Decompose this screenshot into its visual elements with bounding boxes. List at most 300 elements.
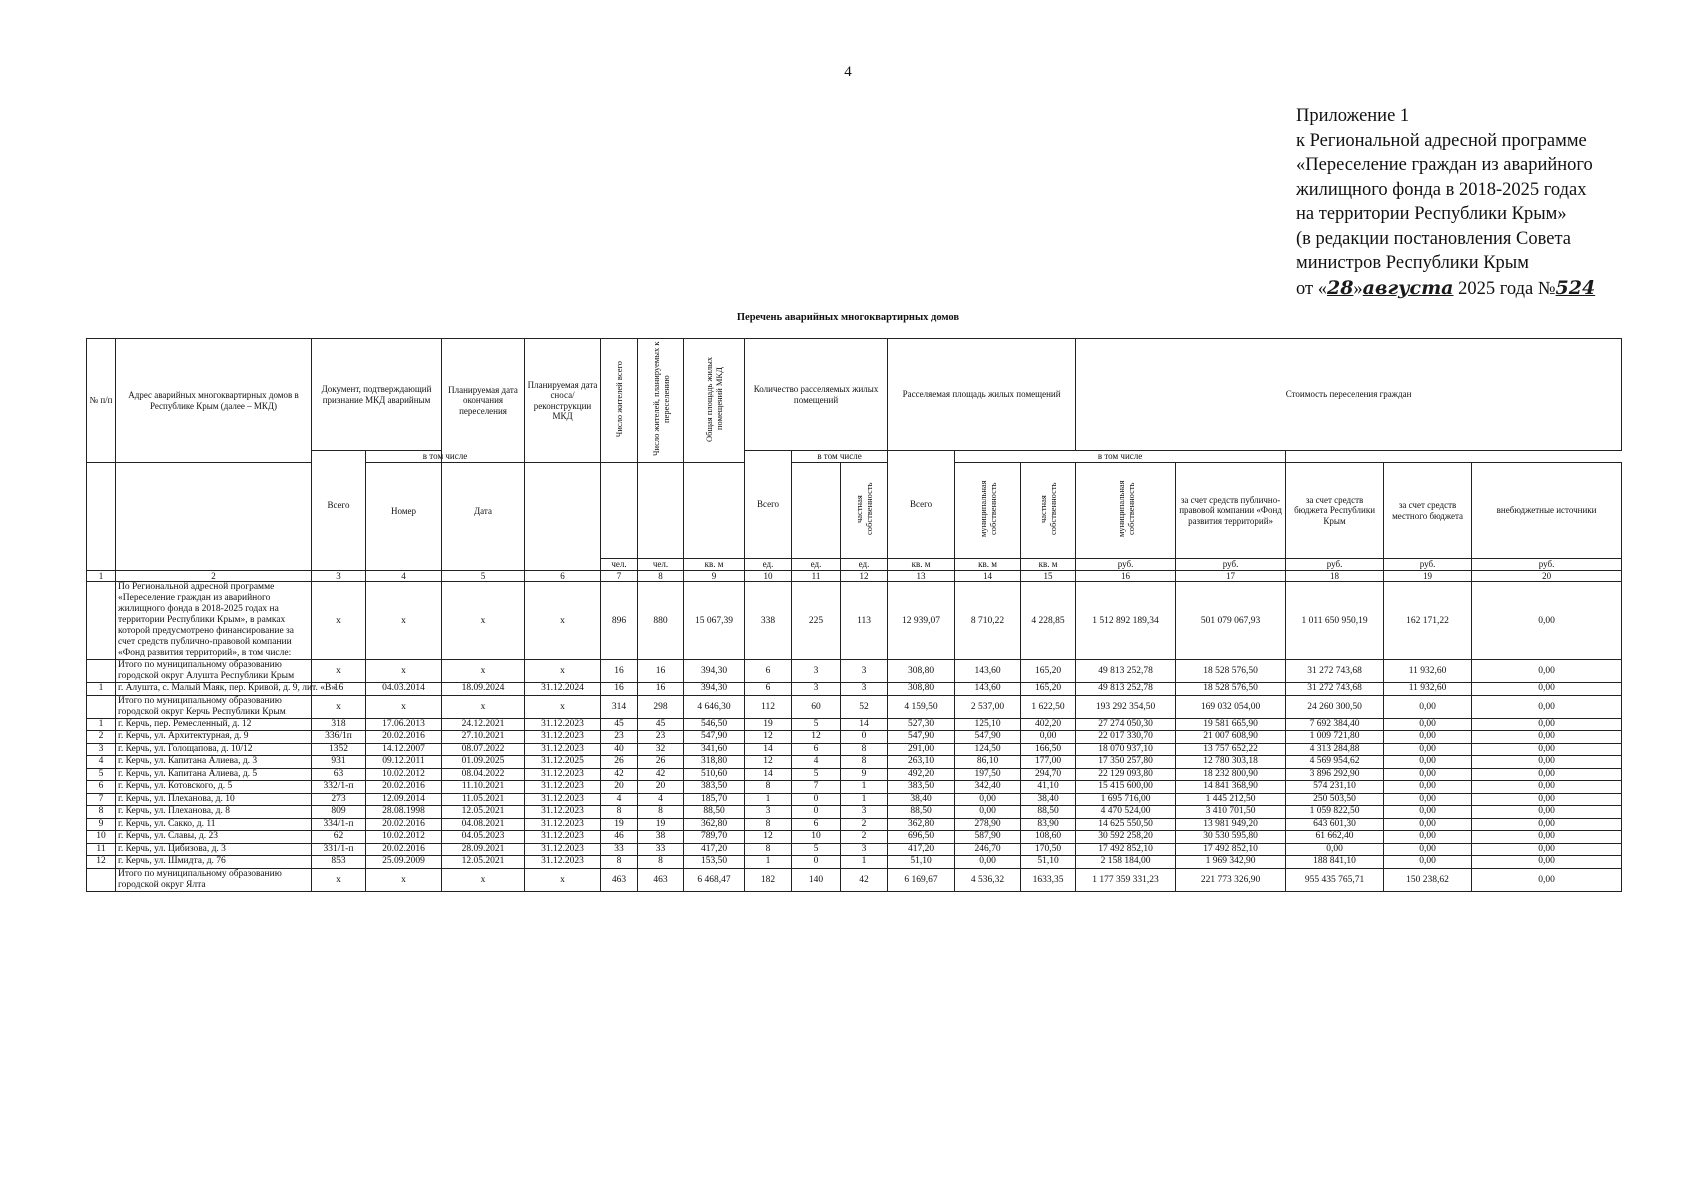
- table-row: [87, 768, 1622, 781]
- row-cell: 1 695 716,00: [1076, 793, 1176, 806]
- row-cell: 0,00: [1384, 695, 1472, 718]
- row-cell: 12 780 303,18: [1176, 756, 1286, 769]
- row-cell: 31.12.2023: [525, 831, 601, 844]
- row-cell: 27 274 050,30: [1076, 718, 1176, 731]
- table-row-total: [87, 660, 1622, 683]
- row-cell: 169 032 054,00: [1176, 695, 1286, 718]
- table-row: [87, 683, 1622, 696]
- table-row: [87, 793, 1622, 806]
- row-cell: 166,50: [1021, 743, 1076, 756]
- row-cell: 3: [841, 683, 888, 696]
- row-cell: 1352: [312, 743, 366, 756]
- row-cell: x: [525, 660, 601, 683]
- row-cell: 52: [841, 695, 888, 718]
- table-row: [87, 743, 1622, 756]
- row-cell: 1 512 892 189,34: [1076, 582, 1176, 660]
- row-cell: 20.02.2016: [366, 781, 442, 794]
- row-cell: 0,00: [1472, 843, 1622, 856]
- row-cell: 0,00: [1472, 768, 1622, 781]
- row-cell: 14: [745, 768, 792, 781]
- table-row: [87, 806, 1622, 819]
- row-cell: x: [312, 582, 366, 660]
- row-cell: 51,10: [1021, 856, 1076, 869]
- row-address: г. Алушта, с. Малый Маяк, пер. Кривой, д. 9, лит. «В»: [116, 683, 312, 696]
- unit-cell: ед.: [841, 559, 888, 571]
- row-cell: 492,20: [888, 768, 955, 781]
- row-cell: 0,00: [1472, 731, 1622, 744]
- table-row: [87, 756, 1622, 769]
- row-cell: 153,50: [684, 856, 745, 869]
- header-area-total: Всего: [745, 451, 792, 559]
- row-cell: 88,50: [888, 806, 955, 819]
- row-cell: 10: [792, 831, 841, 844]
- row-cell: 263,10: [888, 756, 955, 769]
- row-cell: 5: [792, 718, 841, 731]
- row-cell: 13 981 949,20: [1176, 818, 1286, 831]
- row-cell: 0: [792, 793, 841, 806]
- row-cell: 60: [792, 695, 841, 718]
- row-cell: 1 009 721,80: [1286, 731, 1384, 744]
- row-cell: 62: [312, 831, 366, 844]
- row-cell: 11.10.2021: [442, 781, 525, 794]
- row-address: Итого по муниципальному образованию городской округ Ялта: [116, 868, 312, 891]
- row-cell: 547,90: [888, 731, 955, 744]
- row-cell: 4: [601, 793, 638, 806]
- row-cell: 0,00: [1472, 818, 1622, 831]
- row-cell: 341,60: [684, 743, 745, 756]
- row-cell: 20: [638, 781, 684, 794]
- document-title: Перечень аварийных многоквартирных домов: [736, 312, 960, 323]
- row-address: г. Керчь, ул. Капитана Алиева, д. 5: [116, 768, 312, 781]
- row-cell: 501 079 067,93: [1176, 582, 1286, 660]
- row-cell: 8 710,22: [955, 582, 1021, 660]
- row-cell: 31.12.2023: [525, 781, 601, 794]
- row-cell: 546,50: [684, 718, 745, 731]
- row-cell: 294,70: [1021, 768, 1076, 781]
- unit-cell: кв. м: [684, 559, 745, 571]
- table-body: [87, 559, 1622, 892]
- row-cell: 2: [841, 818, 888, 831]
- table-row: [87, 818, 1622, 831]
- row-cell: 31.12.2023: [525, 818, 601, 831]
- row-cell: 165,20: [1021, 660, 1076, 683]
- row-cell: 8: [841, 743, 888, 756]
- row-cell: 30 592 258,20: [1076, 831, 1176, 844]
- row-cell: 3: [841, 843, 888, 856]
- header-num: № п/п: [87, 339, 116, 463]
- appendix-line: министров Республики Крым: [1296, 253, 1529, 273]
- row-cell: 8: [638, 856, 684, 869]
- row-cell: 0,00: [1472, 660, 1622, 683]
- row-cell: 21 007 608,90: [1176, 731, 1286, 744]
- row-cell: 510,60: [684, 768, 745, 781]
- row-address: По Региональной адресной программе «Переселение граждан из аварийного жилищного фонда в 2018-2025 годах на территории Республики Крым», в рамках которой предусмотрено финансирование за счет средств публично-правовой компании «Фонд развития территорий», в том числе:: [116, 582, 312, 660]
- row-cell: 4 313 284,88: [1286, 743, 1384, 756]
- row-address: г. Керчь, ул. Котовского, д. 5: [116, 781, 312, 794]
- unit-cell: кв. м: [1021, 559, 1076, 571]
- row-cell: 314: [601, 695, 638, 718]
- row-cell: 0,00: [1472, 718, 1622, 731]
- row-cell: 547,90: [955, 731, 1021, 744]
- row-cell: 04.03.2014: [366, 683, 442, 696]
- row-cell: 33: [601, 843, 638, 856]
- row-cell: 4: [638, 793, 684, 806]
- row-number: [87, 582, 116, 660]
- header-residents-planned-text: Число жителей, планируемых к переселению: [650, 342, 671, 457]
- row-cell: 789,70: [684, 831, 745, 844]
- row-cell: 46: [601, 831, 638, 844]
- row-cell: 01.09.2025: [442, 756, 525, 769]
- table-row: [87, 731, 1622, 744]
- row-cell: 3: [841, 806, 888, 819]
- header-cost-incl: в том числе: [955, 451, 1286, 463]
- row-cell: 3: [792, 683, 841, 696]
- unit-cell: ед.: [745, 559, 792, 571]
- row-cell: 09.12.2011: [366, 756, 442, 769]
- row-cell: 0,00: [1384, 843, 1472, 856]
- header-fund: за счет средств публично-правовой компании «Фонд развития территорий»: [1176, 463, 1286, 559]
- row-cell: 1 011 650 950,19: [1286, 582, 1384, 660]
- row-cell: 14: [841, 718, 888, 731]
- header-count-incl: в том числе: [366, 451, 525, 463]
- row-cell: 955 435 765,71: [1286, 868, 1384, 891]
- unit-cell: чел.: [638, 559, 684, 571]
- row-cell: 8: [841, 756, 888, 769]
- row-cell: 12: [792, 731, 841, 744]
- row-number: 9: [87, 818, 116, 831]
- row-cell: 108,60: [1021, 831, 1076, 844]
- row-number: 1: [87, 683, 116, 696]
- row-cell: 221 773 326,90: [1176, 868, 1286, 891]
- row-cell: 318,80: [684, 756, 745, 769]
- row-cell: 273: [312, 793, 366, 806]
- row-cell: 0,00: [1384, 793, 1472, 806]
- row-cell: 291,00: [888, 743, 955, 756]
- row-cell: 931: [312, 756, 366, 769]
- row-cell: 40: [601, 743, 638, 756]
- row-cell: 0,00: [1472, 793, 1622, 806]
- row-cell: 31.12.2023: [525, 743, 601, 756]
- header-cost-group: Стоимость переселения граждан: [1076, 339, 1622, 451]
- row-cell: 2: [841, 831, 888, 844]
- row-cell: 33: [638, 843, 684, 856]
- row-cell: 3: [745, 806, 792, 819]
- row-cell: 12: [745, 731, 792, 744]
- row-cell: 0,00: [955, 793, 1021, 806]
- col-number: 6: [525, 571, 601, 582]
- row-cell: 10.02.2012: [366, 831, 442, 844]
- row-cell: 45: [601, 718, 638, 731]
- row-cell: 31.12.2024: [525, 683, 601, 696]
- header-count-private-text: частная собственность: [854, 483, 875, 536]
- row-number: [87, 660, 116, 683]
- row-cell: 17 350 257,80: [1076, 756, 1176, 769]
- row-cell: 25.09.2009: [366, 856, 442, 869]
- table-row-total: [87, 582, 1622, 660]
- header-total-area: [684, 339, 745, 463]
- row-cell: 0,00: [1472, 683, 1622, 696]
- row-cell: 88,50: [684, 806, 745, 819]
- houses-table: [86, 338, 1622, 892]
- header-planned-end: Планируемая дата окончания переселения: [442, 339, 525, 463]
- row-cell: 61 662,40: [1286, 831, 1384, 844]
- row-cell: 3 896 292,90: [1286, 768, 1384, 781]
- row-cell: 246,70: [955, 843, 1021, 856]
- row-cell: 6: [745, 660, 792, 683]
- header-doc-date: Дата: [442, 463, 525, 559]
- row-cell: 0,00: [1384, 756, 1472, 769]
- row-cell: 14 841 368,90: [1176, 781, 1286, 794]
- row-cell: 383,50: [684, 781, 745, 794]
- row-cell: 30 530 595,80: [1176, 831, 1286, 844]
- row-cell: 1 059 822,50: [1286, 806, 1384, 819]
- row-cell: 4 159,50: [888, 695, 955, 718]
- row-cell: 31.12.2023: [525, 718, 601, 731]
- row-cell: 22 129 093,80: [1076, 768, 1176, 781]
- row-cell: 896: [601, 582, 638, 660]
- row-cell: 5: [792, 768, 841, 781]
- row-cell: 16: [638, 660, 684, 683]
- row-cell: 250 503,50: [1286, 793, 1384, 806]
- date-suffix: 2025 года №: [1458, 278, 1556, 299]
- row-cell: 463: [638, 868, 684, 891]
- row-cell: 12: [745, 756, 792, 769]
- row-cell: 6: [792, 818, 841, 831]
- header-num-cont: [87, 463, 116, 559]
- row-number: 11: [87, 843, 116, 856]
- row-cell: 20.02.2016: [366, 843, 442, 856]
- header-address-cont: [116, 463, 312, 559]
- row-cell: 10.02.2012: [366, 768, 442, 781]
- row-cell: 170,50: [1021, 843, 1076, 856]
- row-cell: 24 260 300,50: [1286, 695, 1384, 718]
- row-cell: 0,00: [1384, 743, 1472, 756]
- row-cell: 51,10: [888, 856, 955, 869]
- date-prefix: от «: [1296, 278, 1327, 299]
- col-number: 16: [1076, 571, 1176, 582]
- row-cell: 86,10: [955, 756, 1021, 769]
- header-count-private: [841, 463, 888, 559]
- row-cell: 394,30: [684, 660, 745, 683]
- header-total-area-text: Общая площадь жилых помещений МКД: [704, 356, 725, 442]
- col-number: 12: [841, 571, 888, 582]
- unit-cell: кв. м: [955, 559, 1021, 571]
- header-planned-demolition: Планируемая дата сноса/ реконструкции МКД: [525, 339, 601, 463]
- row-cell: 12 939,07: [888, 582, 955, 660]
- row-address: г. Керчь, ул. Капитана Алиева, д. 3: [116, 756, 312, 769]
- row-cell: x: [525, 868, 601, 891]
- row-cell: 143,60: [955, 683, 1021, 696]
- row-cell: 0,00: [1286, 843, 1384, 856]
- row-cell: 8: [745, 781, 792, 794]
- col-number: 17: [1176, 571, 1286, 582]
- table-row: [87, 843, 1622, 856]
- row-cell: 17 492 852,10: [1176, 843, 1286, 856]
- row-number: 5: [87, 768, 116, 781]
- header-count-group: Количество расселяемых жилых помещений: [745, 339, 888, 451]
- row-cell: 0,00: [1472, 806, 1622, 819]
- row-number: 1: [87, 718, 116, 731]
- header-cost-total: Всего: [888, 451, 955, 559]
- row-cell: x: [442, 695, 525, 718]
- row-cell: 20: [601, 781, 638, 794]
- row-cell: 308,80: [888, 683, 955, 696]
- row-cell: 308,80: [888, 660, 955, 683]
- header-address: Адрес аварийных многоквартирных домов в Республике Крым (далее – МКД): [116, 339, 312, 463]
- row-cell: 463: [601, 868, 638, 891]
- row-cell: 20.02.2016: [366, 818, 442, 831]
- row-cell: 338: [745, 582, 792, 660]
- row-address: г. Керчь, ул. Шмидта, д. 76: [116, 856, 312, 869]
- row-cell: 26: [638, 756, 684, 769]
- row-cell: 402,20: [1021, 718, 1076, 731]
- row-address: г. Керчь, ул. Голощапова, д. 10/12: [116, 743, 312, 756]
- row-cell: 28.09.2021: [442, 843, 525, 856]
- row-cell: 150 238,62: [1384, 868, 1472, 891]
- row-address: г. Керчь, ул. Плеханова, д. 8: [116, 806, 312, 819]
- row-cell: 0,00: [1472, 756, 1622, 769]
- units-row: [87, 559, 1622, 571]
- row-cell: 124,50: [955, 743, 1021, 756]
- row-cell: 31.12.2025: [525, 756, 601, 769]
- row-cell: 14: [745, 743, 792, 756]
- row-cell: 4 646,30: [684, 695, 745, 718]
- header-count-municipal-text: муниципальная собственность: [977, 480, 998, 538]
- row-cell: 527,30: [888, 718, 955, 731]
- row-cell: 0,00: [1384, 731, 1472, 744]
- col-number: 10: [745, 571, 792, 582]
- row-cell: 11 932,60: [1384, 683, 1472, 696]
- row-cell: 225: [792, 582, 841, 660]
- row-cell: 336/1п: [312, 731, 366, 744]
- unit-cell: ед.: [792, 559, 841, 571]
- appendix-line: на территории Республики Крым»: [1296, 204, 1567, 224]
- row-cell: 7: [792, 781, 841, 794]
- appendix-line: жилищного фонда в 2018-2025 годах: [1296, 179, 1587, 200]
- table-row-total: [87, 868, 1622, 891]
- row-cell: x: [366, 582, 442, 660]
- row-cell: 8: [601, 806, 638, 819]
- table-row: [87, 831, 1622, 844]
- row-address: г. Керчь, пер. Ремесленный, д. 12: [116, 718, 312, 731]
- row-cell: 14 625 550,50: [1076, 818, 1176, 831]
- row-cell: 0,00: [1384, 831, 1472, 844]
- row-number: 12: [87, 856, 116, 869]
- row-cell: 1: [841, 856, 888, 869]
- row-cell: x: [525, 695, 601, 718]
- row-cell: 23: [601, 731, 638, 744]
- row-cell: 125,10: [955, 718, 1021, 731]
- row-cell: 0,00: [955, 856, 1021, 869]
- appendix-line: «Переселение граждан из аварийного: [1296, 155, 1593, 175]
- row-cell: 15 067,39: [684, 582, 745, 660]
- row-cell: 140: [792, 868, 841, 891]
- header-area-municipal: [1076, 463, 1176, 559]
- unit-cell: руб.: [1472, 559, 1622, 571]
- table-row: [87, 781, 1622, 794]
- row-cell: 63: [312, 768, 366, 781]
- row-number: 8: [87, 806, 116, 819]
- col-number: 8: [638, 571, 684, 582]
- row-cell: 162 171,22: [1384, 582, 1472, 660]
- row-cell: 298: [638, 695, 684, 718]
- row-cell: 1 445 212,50: [1176, 793, 1286, 806]
- row-cell: 23: [638, 731, 684, 744]
- col-number: 11: [792, 571, 841, 582]
- row-cell: 26: [601, 756, 638, 769]
- row-cell: 177,00: [1021, 756, 1076, 769]
- appendix-line: Приложение 1: [1296, 106, 1410, 126]
- col-number: 9: [684, 571, 745, 582]
- col-number: 15: [1021, 571, 1076, 582]
- row-cell: 38,40: [1021, 793, 1076, 806]
- header-total-area-cont: [792, 463, 841, 559]
- row-cell: 4 470 524,00: [1076, 806, 1176, 819]
- row-cell: 0: [792, 806, 841, 819]
- row-address: г. Керчь, ул. Плеханова, д. 10: [116, 793, 312, 806]
- row-cell: 16: [601, 683, 638, 696]
- row-cell: 15 415 600,00: [1076, 781, 1176, 794]
- row-cell: 31.12.2023: [525, 843, 601, 856]
- row-cell: 8: [638, 806, 684, 819]
- row-cell: 362,80: [888, 818, 955, 831]
- row-cell: 17.06.2013: [366, 718, 442, 731]
- table-row: [87, 856, 1622, 869]
- row-cell: 18.09.2024: [442, 683, 525, 696]
- row-cell: 417,20: [888, 843, 955, 856]
- row-cell: 11 932,60: [1384, 660, 1472, 683]
- row-cell: x: [312, 868, 366, 891]
- col-number: 18: [1286, 571, 1384, 582]
- row-cell: 1 969 342,90: [1176, 856, 1286, 869]
- row-number: [87, 695, 116, 718]
- col-number: 4: [366, 571, 442, 582]
- row-cell: 32: [638, 743, 684, 756]
- row-cell: 0,00: [1021, 731, 1076, 744]
- header-area-private-text: частная собственность: [1038, 483, 1059, 536]
- row-cell: 1: [841, 781, 888, 794]
- row-cell: 318: [312, 718, 366, 731]
- row-cell: 31.12.2023: [525, 793, 601, 806]
- row-cell: 643 601,30: [1286, 818, 1384, 831]
- row-cell: x: [366, 695, 442, 718]
- row-cell: 08.04.2022: [442, 768, 525, 781]
- row-cell: 31.12.2023: [525, 806, 601, 819]
- row-cell: 27.10.2021: [442, 731, 525, 744]
- row-cell: 16: [312, 683, 366, 696]
- row-cell: 696,50: [888, 831, 955, 844]
- row-cell: 1 622,50: [1021, 695, 1076, 718]
- row-cell: 1 177 359 331,23: [1076, 868, 1176, 891]
- row-cell: 0,00: [1384, 806, 1472, 819]
- row-cell: 394,30: [684, 683, 745, 696]
- appendix-header: [1296, 104, 1676, 301]
- row-cell: 362,80: [684, 818, 745, 831]
- row-cell: 0,00: [1472, 831, 1622, 844]
- row-cell: x: [312, 695, 366, 718]
- row-cell: 1633,35: [1021, 868, 1076, 891]
- row-cell: x: [366, 660, 442, 683]
- row-cell: 8: [745, 818, 792, 831]
- row-cell: 3: [792, 660, 841, 683]
- row-cell: 3 410 701,50: [1176, 806, 1286, 819]
- row-cell: 0,00: [1472, 695, 1622, 718]
- row-cell: 574 231,10: [1286, 781, 1384, 794]
- row-cell: 182: [745, 868, 792, 891]
- col-number: 5: [442, 571, 525, 582]
- header-residents-planned-cont: [684, 463, 745, 559]
- row-cell: 6: [792, 743, 841, 756]
